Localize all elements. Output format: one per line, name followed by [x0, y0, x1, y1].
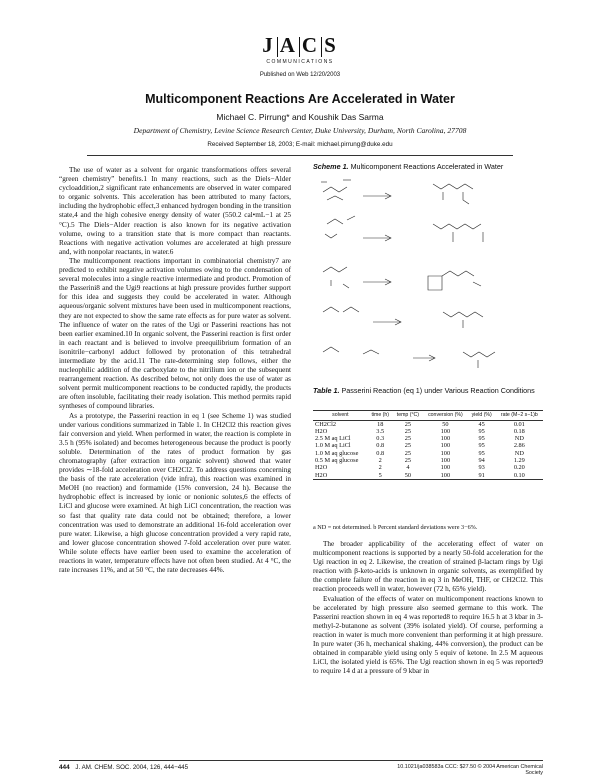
scheme-label: Scheme 1. [313, 162, 349, 171]
table-cell: 94 [478, 456, 485, 464]
table-header-row [313, 411, 543, 421]
table-cell: 50 [442, 420, 449, 428]
table-cell: 100 [440, 464, 451, 472]
table-cell: 95 [478, 442, 485, 450]
table-cell: 100 [440, 435, 451, 443]
table-cell: 25 [404, 442, 412, 450]
table-cell: 95 [478, 435, 485, 443]
table-row [313, 435, 543, 442]
left-column [59, 166, 291, 575]
table-title: Passerini Reaction (eq 1) under Various Reaction Conditions [341, 386, 535, 395]
table-cell: 25 [404, 427, 412, 435]
table-cell: 2 [378, 464, 382, 472]
logo-letter: J [262, 33, 275, 57]
table-row [313, 457, 543, 464]
data-table [313, 410, 543, 480]
paragraph: The use of water as a solvent for organic transformations offers several “green chemistry” benefits.1 In many reactions, such as the Diels−Alder cycloaddition,2 significant rate enhancements are observed in water compared to organic solvents. This acceleration has been attributed to many factors, including the hydrophobic effect,3 enhanced hydrogen bonding in the transition state,4 and the high cohesive energy density of water (550.2 cal•mL−1 at 25 °C).5 The Diels−Alder reaction is also known for its negative activation volume, owing to a transition state that is more compact than reactants. Reactions with negative activation volumes are accelerated at high pressure and, with nonpolar reactants, in water.6 [59, 166, 291, 256]
column-header: rate (M−2 s−1)b [496, 411, 543, 421]
table-row [313, 442, 543, 449]
table-row [313, 472, 543, 480]
column-header: yield (%) [468, 411, 496, 421]
table-cell: 0.01 [513, 420, 525, 428]
logo-wordmark [0, 33, 600, 58]
table-row [313, 420, 543, 428]
article-title: Multicomponent Reactions Are Accelerated in Water [145, 92, 455, 106]
table-row [313, 428, 543, 435]
table-cell: 1.0 M aq LiCl [315, 442, 351, 450]
column-header: temp (°C) [393, 411, 423, 421]
table-cell: 0.18 [513, 427, 525, 435]
table-cell: 100 [440, 427, 451, 435]
author-affiliation: Department of Chemistry, Levine Science Research Center, Duke University, Durham, North Carolina, 27708 [133, 126, 467, 135]
table-cell: 45 [478, 420, 485, 428]
scheme-caption [313, 162, 503, 171]
table-cell: ND [514, 435, 524, 443]
table-cell: 25 [404, 435, 412, 443]
table-cell: 50 [393, 472, 423, 480]
table-cell: 100 [440, 442, 451, 450]
header-divider [87, 155, 513, 156]
paragraph: Evaluation of the effects of water on multicomponent reactions known to be accelerated by high pressure also seemed germane to this work. The Passerini reaction shown in eq 4 was reported8 to require 16.5 h at 3 kbar in 3-methyl-2-butanone as solvent (39% isolated yield). Of course, performing a reaction in water is much more convenient than performing it at high pressure. In pure water (36 h, mechanical shaking, 44% conversion), the product can be obtained in comparable yield using only 5 equiv of ketone. In 2.5 M aqueous LiCl, the isolated yield is 65%. The Ugi reaction shown in eq 5 was reported9 to require 14 d at a pressure of 9 kbar in [313, 594, 543, 676]
table-cell: 95 [478, 449, 485, 457]
right-column [313, 540, 543, 676]
table-cell: 5 [368, 472, 393, 480]
logo-letter: S [324, 33, 338, 57]
table-cell: H2O [315, 427, 328, 435]
table-cell: 95 [478, 427, 485, 435]
table-row [313, 464, 543, 471]
table-cell: 100 [440, 449, 451, 457]
column-header: time (h) [368, 411, 393, 421]
received-line: Received September 18, 2003; E-mail: michael.pirrung@duke.edu [207, 141, 393, 148]
table-cell: 100 [423, 472, 468, 480]
table-cell: 2 [378, 456, 382, 464]
table-cell: 18 [377, 420, 384, 428]
table-cell: 3.5 [376, 427, 385, 435]
paragraph: The broader applicability of the accelerating effect of water on multicomponent reactions is supported by a nearly 50-fold acceleration for the Ugi reaction in eq 2. Likewise, the creation of strained β-lactam rings by Ugi reaction with β-keto-acids is unknown in organic solvents, as exemplified by the complete failure of the reaction in eq 3 in MeOH, THF, or CH2Cl2. This reaction proceeds well in water, however (72 h, 65% yield). [313, 540, 543, 594]
logo-subtitle: COMMUNICATIONS [266, 59, 334, 65]
page-number: 444 [59, 764, 70, 771]
table-cell: 0.3 [376, 435, 385, 443]
table-cell: 25 [404, 420, 412, 428]
table-row [313, 450, 543, 457]
table-cell: 91 [468, 472, 496, 480]
table-cell: 0.8 [376, 442, 385, 450]
table-cell: 1.0 M aq glucose [315, 449, 359, 457]
scheme-title: Multicomponent Reactions Accelerated in Water [350, 162, 504, 171]
journal-citation: J. AM. CHEM. SOC. 2004, 126, 444−445 [75, 764, 189, 771]
footer-divider [59, 760, 543, 761]
table-footnote: a ND = not determined. b Percent standard deviations were 3−6%. [313, 524, 478, 531]
table-cell: 2.86 [513, 442, 525, 450]
column-header: solvent [313, 411, 368, 421]
table-label: Table 1. [313, 386, 340, 395]
article-authors: Michael C. Pirrung* and Koushik Das Sarma [216, 112, 384, 122]
logo-letter: C [301, 33, 320, 57]
table-cell: 1.29 [513, 456, 525, 464]
reaction-scheme-figure [313, 172, 543, 378]
footer-doi: 10.1021/ja038583a CCC: $27.50 © 2004 American Chemical Society [397, 764, 543, 776]
publication-date: Published on Web 12/20/2003 [259, 72, 341, 78]
table-cell: 93 [478, 464, 485, 472]
table-cell: 25 [404, 456, 412, 464]
table-cell: ND [514, 449, 524, 457]
table-cell: H2O [315, 464, 328, 472]
table-cell: 100 [440, 456, 451, 464]
table-cell: CH2Cl2 [315, 420, 336, 428]
table-cell: 0.8 [376, 449, 385, 457]
table-cell: 0.10 [496, 472, 543, 480]
journal-logo [0, 33, 600, 65]
paragraph: The multicomponent reactions important in combinatorial chemistry7 are predicted to exhibit negative activation volumes owing to the condensation of several molecules into a single reactive intermediate and product. Promotion of the Passerini8 and the Ugi9 reactions at high pressure provides further support for this idea and suggests they could be accelerated in water. Although aqueous/organic solvent mixtures have been used in multicomponent reactions, they are not expected to show the same rate effects as for pure water as solvent. The influence of water on the rates of the Ugi or Passerini reactions has not been earlier examined.10 In organic solvent, the Passerini reaction is first order in each reactant and is believed to involve preequilibrium formation of an isonitrile−carbonyl adduct followed by protonation of this tetrahedral intermediate by the acid.11 The rate-determining step follows, either the nucleophilic addition of the carboxylate to the nitrilium ion or the subsequent rearrangement reaction. As described below, not only does the use of water as solvent permit multicomponent reactions to be conducted rapidly, the products are often insoluble, facilitating their ready isolation. This method permits rapid syntheses of compound libraries. [59, 256, 291, 411]
paragraph: As a prototype, the Passerini reaction in eq 1 (see Scheme 1) was studied under various conditions summarized in Table 1. In CH2Cl2 this reaction gives fair conversion and yield. When performed in water, the reaction is complete in 3.5 h (95% isolated) and becomes heterogeneous because the product is poorly soluble. Determination of the rates of product formation by gas chromatography (after extraction into organic solvent) showed that water provides ∼18-fold acceleration over CH2Cl2. To address questions concerning the basis of the rate acceleration (vide infra), this reaction was examined in MeOH (no reaction) and formamide (15% conversion, 24 h). Because the hydrophobic effect is increased by ionic or nonionic solutes,6 the effects of LiCl and glucose were examined. At high LiCl concentration, the reaction was so fast that quality rate data could not be obtained; therefore, a lower concentration was used to demonstrate an additional 16-fold acceleration over pure water. Likewise, a high glucose concentration provided a very rapid rate, and lower glucose concentration showed 7-fold acceleration over pure water. While solute effects have earlier been used to examine the acceleration of reactions in water, temperature effects have not often been studied. At 4 °C, the rate increases 11%, and at 50 °C, the rate decreases 44%. [59, 411, 291, 575]
column-header: conversion (%) [423, 411, 468, 421]
table-cell: H2O [313, 472, 368, 480]
table-cell: 0.20 [513, 464, 525, 472]
table-cell: 2.5 M aq LiCl [315, 435, 351, 443]
logo-letter: A [279, 33, 297, 57]
table-caption [313, 387, 543, 396]
table-cell: 25 [404, 449, 412, 457]
table-cell: 4 [406, 464, 410, 472]
table-cell: 0.5 M aq glucose [315, 456, 359, 464]
footer-citation [59, 764, 188, 771]
